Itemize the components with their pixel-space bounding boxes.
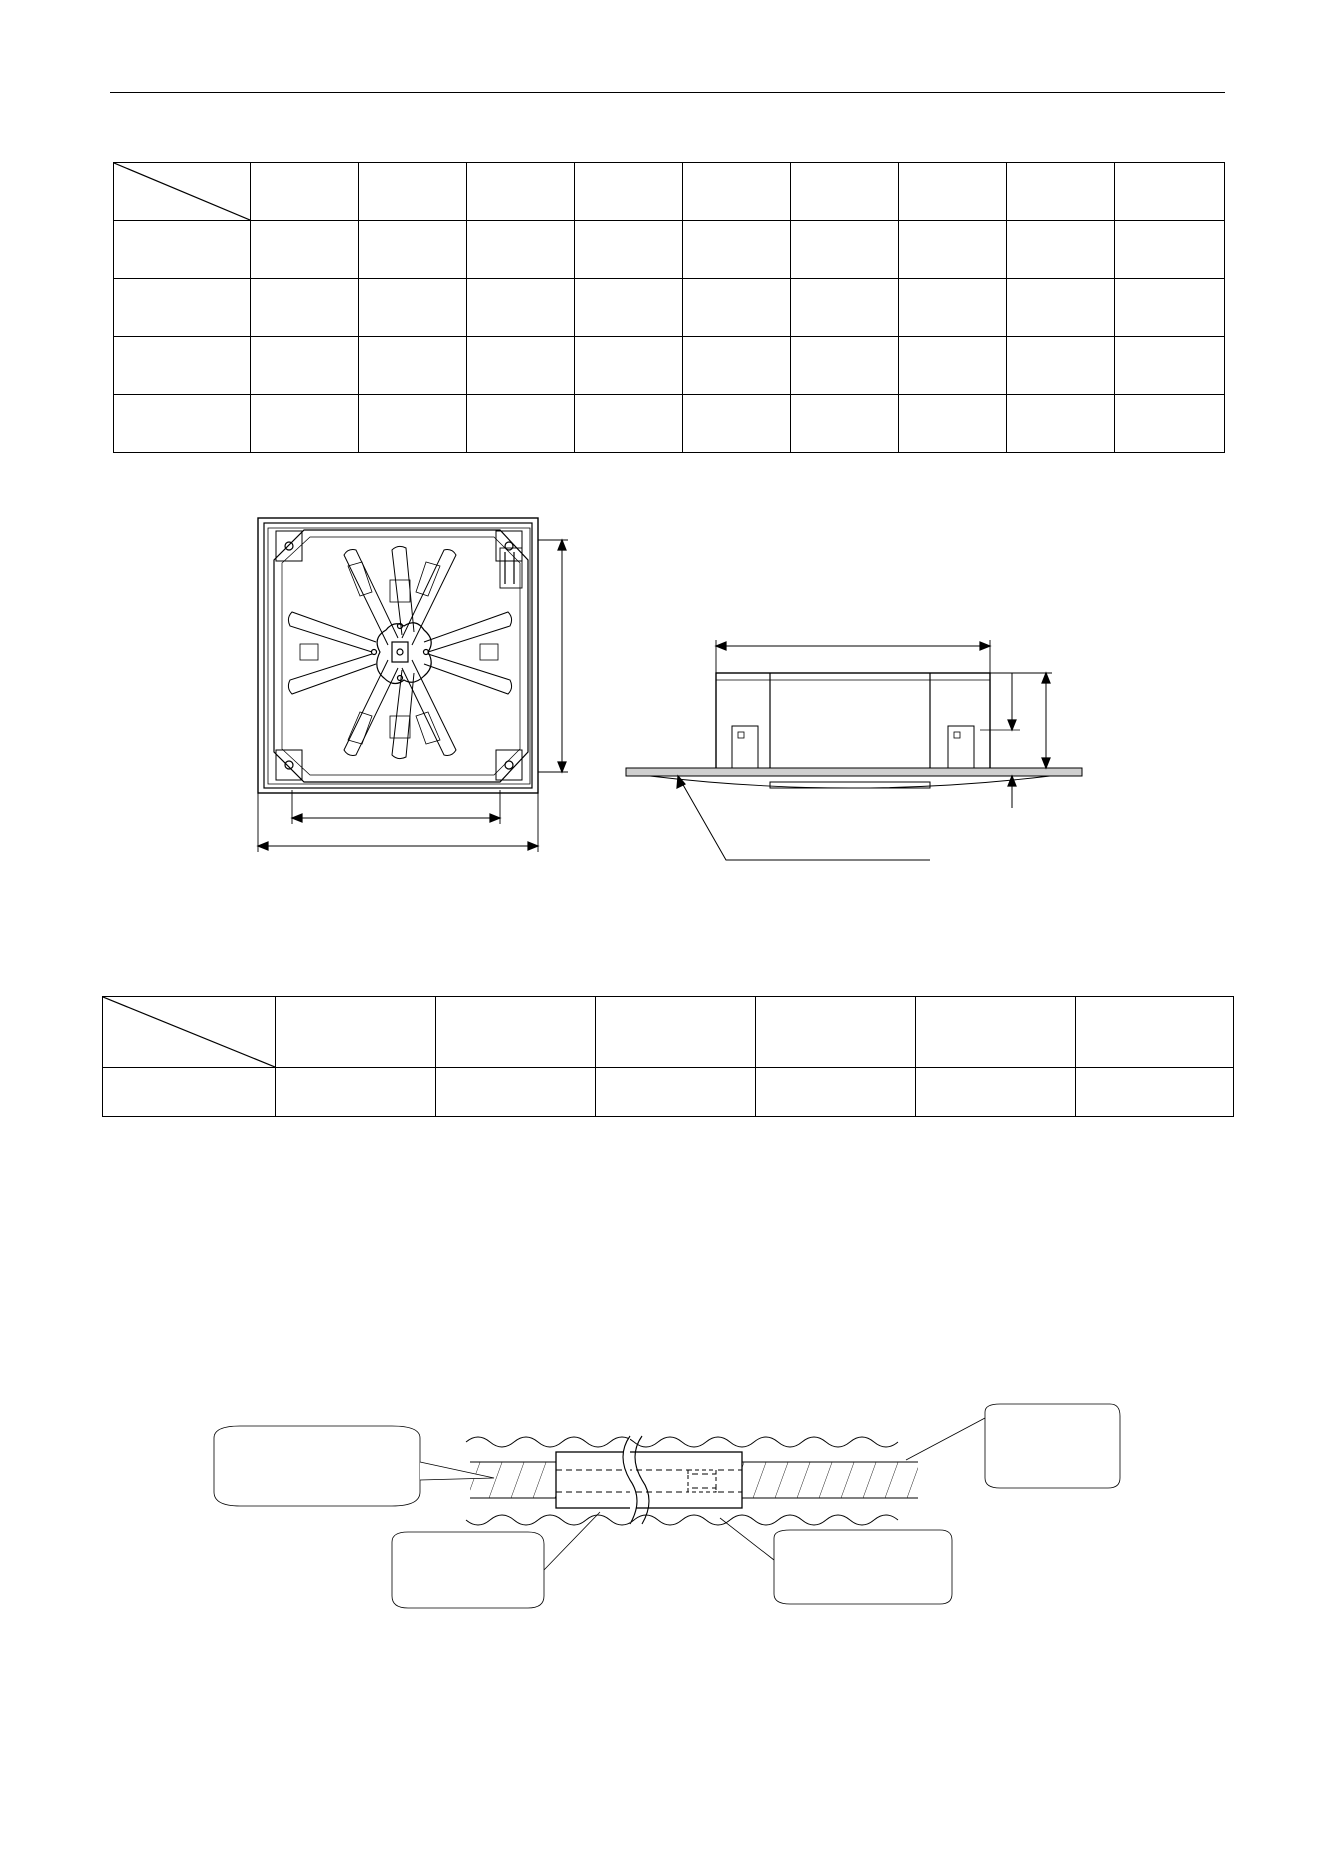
table-cell (1007, 221, 1115, 279)
insulation-bottom-wave (466, 1515, 898, 1525)
table-cell (359, 337, 467, 395)
table-row (114, 221, 1225, 279)
table-cell (359, 395, 467, 453)
header-cell (276, 997, 436, 1068)
header-cell (899, 163, 1007, 221)
table-cell (467, 337, 575, 395)
table-cell (1115, 279, 1225, 337)
table-cell (1007, 395, 1115, 453)
table-cell (575, 337, 683, 395)
table-header-row (103, 997, 1234, 1068)
header-cell (467, 163, 575, 221)
table-cell (683, 395, 791, 453)
table-cell (114, 279, 251, 337)
header-cell (436, 997, 596, 1068)
unit-top-view-drawing (250, 512, 580, 857)
table-cell (1115, 395, 1225, 453)
table-cell (467, 395, 575, 453)
header-cell (359, 163, 467, 221)
table-header-row (114, 163, 1225, 221)
table-cell (791, 337, 899, 395)
header-cell (1007, 163, 1115, 221)
table-cell (791, 279, 899, 337)
table-cell (791, 221, 899, 279)
table-cell (114, 221, 251, 279)
header-cell (251, 163, 359, 221)
header-cell (1115, 163, 1225, 221)
insulation-top-wave (466, 1437, 898, 1447)
table-cell (575, 395, 683, 453)
table-cell (899, 279, 1007, 337)
corner-header-cell (114, 163, 251, 221)
table-cell (791, 395, 899, 453)
table-cell (103, 1068, 276, 1117)
table-cell (467, 221, 575, 279)
table-cell (1115, 221, 1225, 279)
table-cell (575, 279, 683, 337)
header-rule (110, 92, 1225, 93)
table-cell (114, 395, 251, 453)
table-row (103, 1068, 1234, 1117)
table-cell (683, 337, 791, 395)
header-cell (1076, 997, 1234, 1068)
callout-left-bubble (214, 1426, 420, 1506)
table-cell (251, 395, 359, 453)
callout-top-right-bubble (985, 1404, 1120, 1488)
table-row (114, 337, 1225, 395)
table-cell (899, 221, 1007, 279)
table-cell (1007, 337, 1115, 395)
header-cell (916, 997, 1076, 1068)
table-cell (1007, 279, 1115, 337)
table-cell (359, 221, 467, 279)
clearance-table (102, 996, 1234, 1117)
table-cell (596, 1068, 756, 1117)
table-row (114, 395, 1225, 453)
header-cell (756, 997, 916, 1068)
table-cell (683, 221, 791, 279)
table-cell (1115, 337, 1225, 395)
unit-side-view-drawing (620, 630, 1090, 870)
table-cell (436, 1068, 596, 1117)
table-cell (251, 221, 359, 279)
table-row (114, 279, 1225, 337)
table-cell (359, 279, 467, 337)
dimensions-table (113, 162, 1225, 453)
table-cell (575, 221, 683, 279)
table-cell (114, 337, 251, 395)
table-cell (276, 1068, 436, 1117)
corner-header-cell (103, 997, 276, 1068)
table-cell (916, 1068, 1076, 1117)
pipe-insulation-diagram (200, 1390, 1140, 1630)
table-cell (1076, 1068, 1234, 1117)
table-cell (756, 1068, 916, 1117)
header-cell (596, 997, 756, 1068)
table-cell (899, 395, 1007, 453)
table-cell (683, 279, 791, 337)
table-cell (251, 279, 359, 337)
callout-bottom-left-bubble (392, 1532, 544, 1608)
header-cell (683, 163, 791, 221)
header-cell (575, 163, 683, 221)
header-cell (791, 163, 899, 221)
table-cell (467, 279, 575, 337)
table-cell (899, 337, 1007, 395)
callout-bottom-right-bubble (774, 1530, 952, 1604)
table-cell (251, 337, 359, 395)
